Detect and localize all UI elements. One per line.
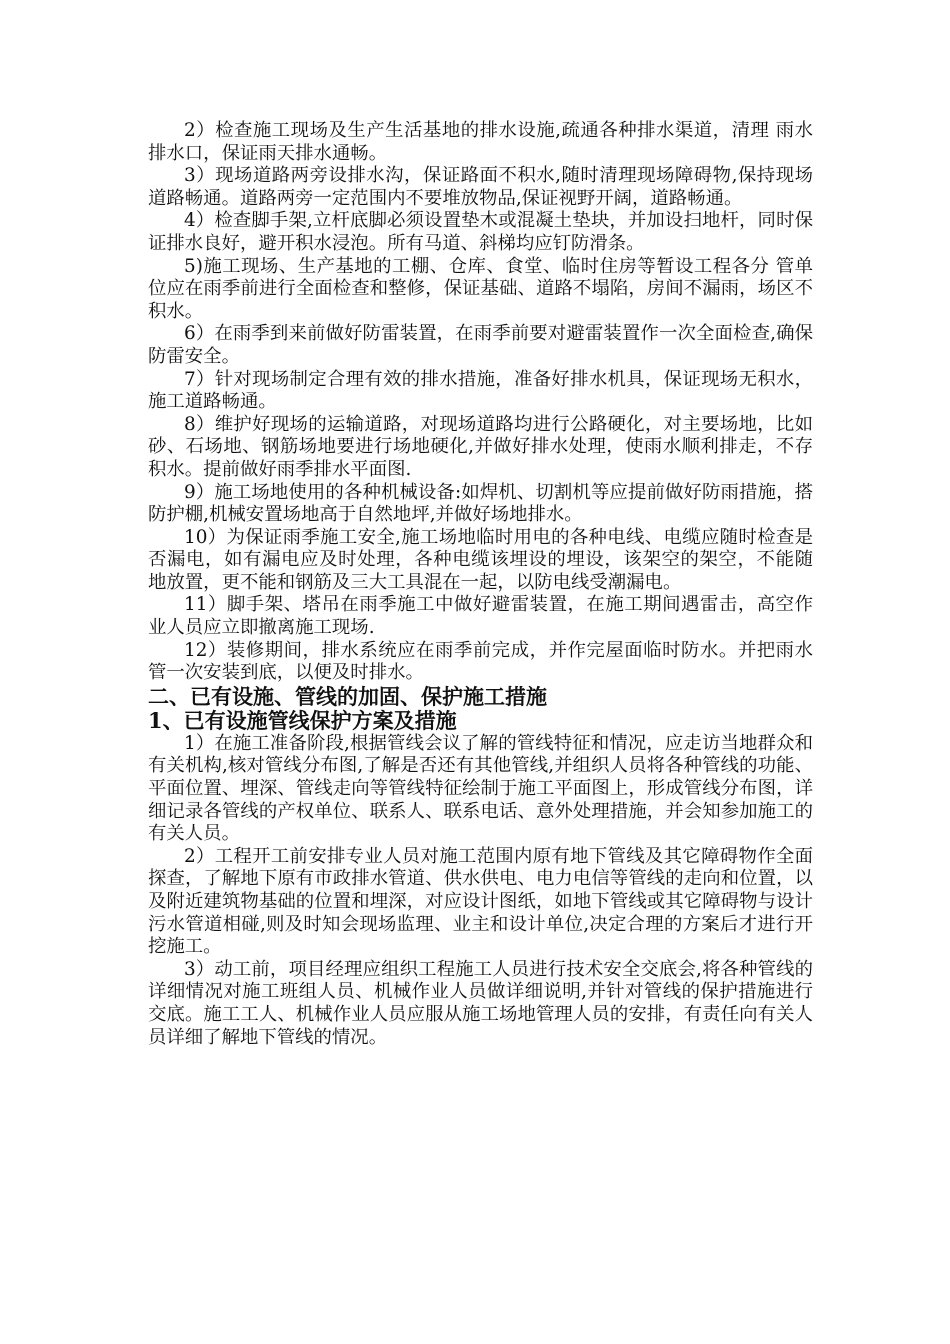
paragraph-rain-item-11: 11）脚手架、塔吊在雨季施工中做好避雷装置，在施工期间遇雷击，高空作业人员应立即撤离施工现场. — [148, 594, 813, 639]
subsection-heading: 1、已有设施管线保护方案及措施 — [148, 707, 457, 733]
paragraph-rain-item-2: 2）检查施工现场及生产生活基地的排水设施,疏通各种排水渠道，清理 雨水排水口，保证雨天排水通畅。 — [148, 120, 813, 164]
paragraph-rain-item-4: 4）检查脚手架,立杆底脚必须设置垫木或混凝土垫块，并加设扫地杆，同时保证排水良好，避开积水浸泡。所有马道、斜梯均应钉防滑条。 — [148, 210, 813, 254]
paragraph-rain-item-12: 12）装修期间，排水系统应在雨季前完成，并作完屋面临时防水。并把雨水管一次安装到底，以便及时排水。 — [148, 639, 813, 684]
document-page — [148, 120, 813, 1049]
section-heading: 二、已有设施、管线的加固、保护施工措施 — [148, 683, 547, 709]
paragraph-pipeline-item-1: 1）在施工准备阶段,根据管线会议了解的管线特征和情况，应走访当地群众和有关机构,核对管线分布图,了解是否还有其他管线,并组织人员将各种管线的功能、平面位置、埋深、管线走向等管线特征绘制于施工平面图上，形成管线分布图，详细记录各管线的产权单位、联系人、联系电话、意外处理措施，并会知参加施工的有关人员。 — [148, 732, 813, 845]
paragraph-pipeline-item-3: 3）动工前，项目经理应组织工程施工人员进行技术安全交底会,将各种管线的详细情况对施工班组人员、机械作业人员做详细说明,并针对管线的保护措施进行交底。施工工人、机械作业人员应服从施工场地管理人员的安排，有责任向有关人员详细了解地下管线的情况。 — [148, 958, 813, 1048]
paragraph-rain-item-8: 8）维护好现场的运输道路，对现场道路均进行公路硬化，对主要场地，比如砂、石场地、钢筋场地要进行场地硬化,并做好排水处理，使雨水顺利排走，不存积水。提前做好雨季排水平面图. — [148, 413, 813, 480]
paragraph-rain-item-3: 3）现场道路两旁设排水沟，保证路面不积水,随时清理现场障碍物,保持现场道路畅通。道路两旁一定范围内不要堆放物品,保证视野开阔，道路畅通。 — [148, 165, 813, 209]
paragraph-rain-item-10: 10）为保证雨季施工安全,施工场地临时用电的各种电线、电缆应随时检查是 否漏电，如有漏电应及时处理，各种电缆该埋设的埋设，该架空的架空，不能随 地放置，更不能和钢筋及三大工具混在一起，以防电线受潮漏电。 — [148, 526, 813, 593]
paragraph-rain-item-5: 5)施工现场、生产基地的工棚、仓库、食堂、临时住房等暂设工程各分 管单位应在雨季前进行全面检查和整修，保证基础、道路不塌陷，房间不漏雨，场区不积水。 — [148, 255, 813, 322]
paragraph-rain-item-6: 6）在雨季到来前做好防雷装置，在雨季前要对避雷装置作一次全面检查,确保防雷安全。 — [148, 323, 813, 367]
paragraph-rain-item-7: 7）针对现场制定合理有效的排水措施，准备好排水机具，保证现场无积水，施工道路畅通。 — [148, 368, 813, 413]
paragraph-rain-item-9: 9）施工场地使用的各种机械设备:如焊机、切割机等应提前做好防雨措施，搭防护棚,机械安置场地高于自然地坪,并做好场地排水。 — [148, 481, 813, 526]
paragraph-pipeline-item-2: 2）工程开工前安排专业人员对施工范围内原有地下管线及其它障碍物作全面探查，了解地下原有市政排水管道、供水供电、电力电信等管线的走向和位置，以及附近建筑物基础的位置和埋深，对应设计图纸，如地下管线或其它障碍物与设计污水管道相碰,则及时知会现场监理、业主和设计单位,决定合理的方案后才进行开挖施工。 — [148, 845, 813, 958]
